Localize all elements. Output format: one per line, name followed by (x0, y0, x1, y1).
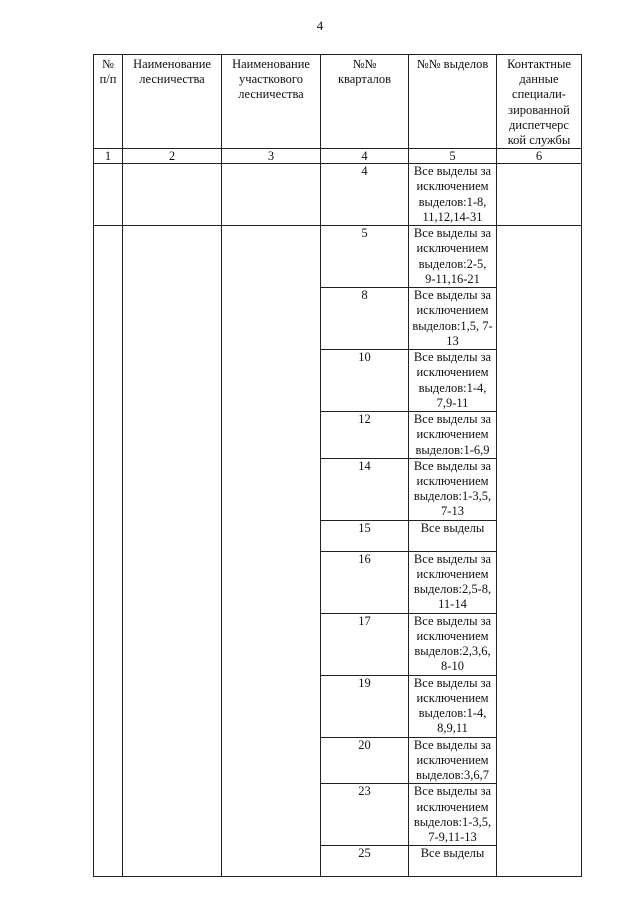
table-row (94, 164, 582, 226)
quarter-number: 10 (321, 350, 409, 412)
quarter-number: 8 (321, 288, 409, 350)
page-number: 4 (316, 18, 324, 33)
column-number: 4 (321, 149, 409, 164)
allotment-description: Все выделы за исключением выделов:2-5, 9-11,16-21 (409, 226, 497, 288)
allotment-description: Все выделы за исключением выделов:1-4, 8,9,11 (409, 675, 497, 737)
allotment-description: Все выделы за исключением выделов:1-8, 11,12,14-31 (409, 164, 497, 226)
quarter-number: 15 (321, 520, 409, 551)
cell-number (94, 164, 123, 226)
header-forestry-name: Наименование лесничества (123, 55, 222, 149)
cell-forestry-name (123, 226, 222, 877)
column-number: 1 (94, 149, 123, 164)
forest-quarters-table (93, 54, 582, 877)
quarter-number: 23 (321, 784, 409, 846)
quarter-number: 5 (321, 226, 409, 288)
quarter-number: 16 (321, 551, 409, 613)
allotment-description: Все выделы (409, 520, 497, 551)
allotment-description: Все выделы (409, 846, 497, 877)
cell-district-forestry-name (222, 164, 321, 226)
column-number: 6 (497, 149, 582, 164)
cell-number (94, 226, 123, 877)
quarter-number: 20 (321, 737, 409, 784)
row-group-2 (94, 226, 582, 877)
quarter-number: 19 (321, 675, 409, 737)
allotment-description: Все выделы за исключением выделов:2,5-8, 11-14 (409, 551, 497, 613)
cell-forestry-name (123, 164, 222, 226)
cell-district-forestry-name (222, 226, 321, 877)
quarter-number: 25 (321, 846, 409, 877)
quarter-number: 14 (321, 458, 409, 520)
header-number: № п/п (94, 55, 123, 149)
cell-dispatch-contacts (497, 164, 582, 226)
header-quarter-numbers: №№ кварталов (321, 55, 409, 149)
table-header-row (94, 55, 582, 149)
row-group-1 (94, 164, 582, 226)
column-number: 2 (123, 149, 222, 164)
quarter-number: 12 (321, 412, 409, 459)
header-allotment-numbers: №№ выделов (409, 55, 497, 149)
allotment-description: Все выделы за исключением выделов:1-3,5, 7-13 (409, 458, 497, 520)
column-number-row (94, 149, 582, 164)
allotment-description: Все выделы за исключением выделов:2,3,6, 8-10 (409, 613, 497, 675)
column-number: 3 (222, 149, 321, 164)
allotment-description: Все выделы за исключением выделов:1-6,9 (409, 412, 497, 459)
header-district-forestry-name: Наименование участкового лесничества (222, 55, 321, 149)
quarter-number: 17 (321, 613, 409, 675)
allotment-description: Все выделы за исключением выделов:1,5, 7- 13 (409, 288, 497, 350)
allotment-description: Все выделы за исключением выделов:3,6,7 (409, 737, 497, 784)
quarter-number: 4 (321, 164, 409, 226)
table-row (94, 226, 582, 288)
cell-dispatch-contacts (497, 226, 582, 877)
header-dispatch-contacts: Контактные данные специали- зированной диспетчерс кой службы (497, 55, 582, 149)
allotment-description: Все выделы за исключением выделов:1-3,5, 7-9,11-13 (409, 784, 497, 846)
allotment-description: Все выделы за исключением выделов:1-4, 7,9-11 (409, 350, 497, 412)
column-number: 5 (409, 149, 497, 164)
